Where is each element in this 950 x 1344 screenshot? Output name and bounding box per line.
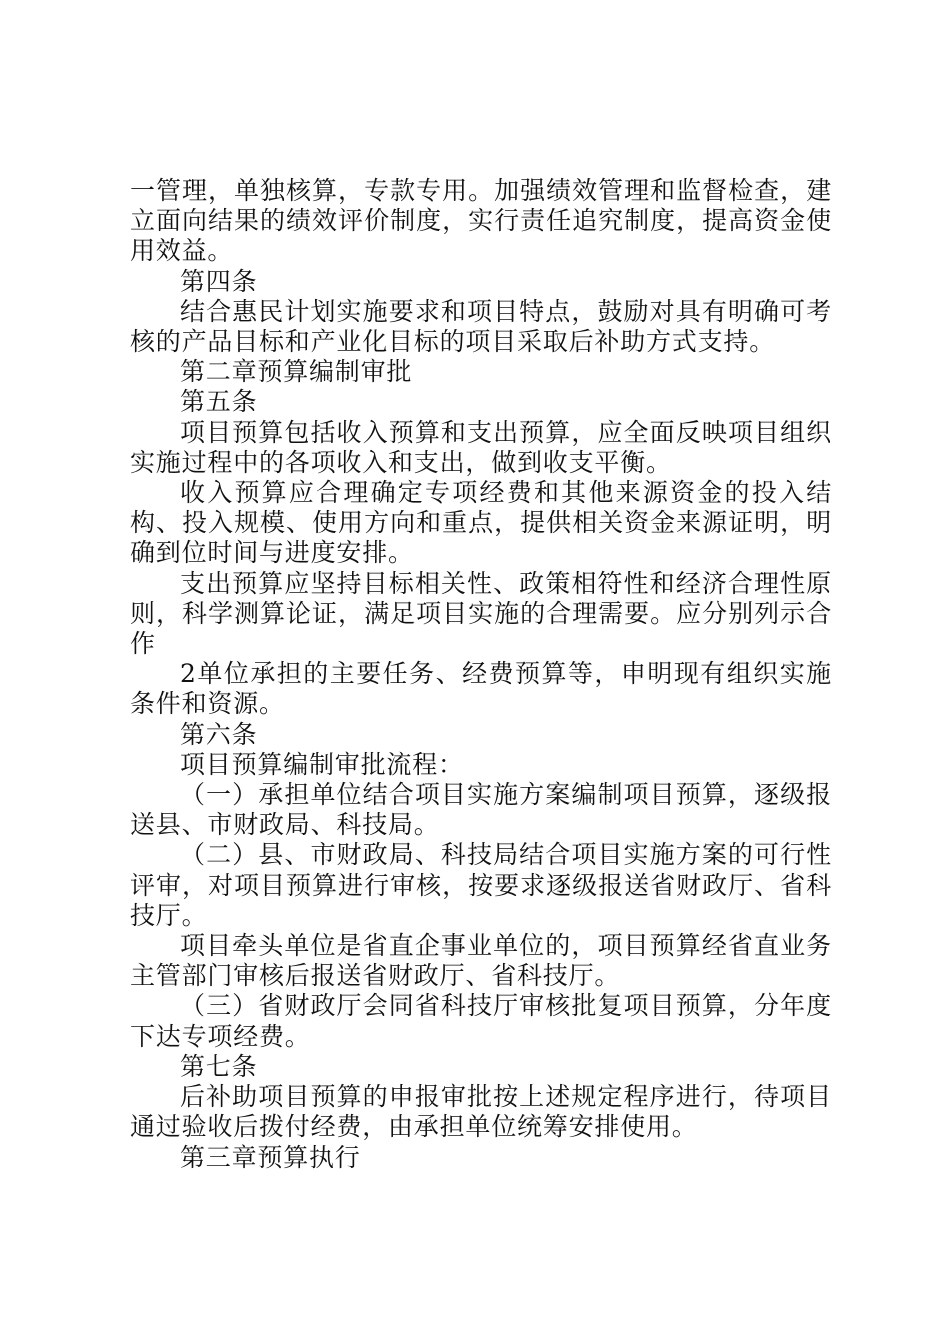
list-item: （二）县、市财政局、科技局结合项目实施方案的可行性评审，对项目预算进行审核，按要求逐级报送省财政厅、省科技厅。 bbox=[130, 840, 832, 930]
document-body bbox=[130, 176, 832, 1173]
paragraph: 项目预算包括收入预算和支出预算，应全面反映项目组织实施过程中的各项收入和支出，做到收支平衡。 bbox=[130, 417, 832, 477]
article-heading-6: 第六条 bbox=[180, 719, 258, 749]
paragraph: 收入预算应合理确定专项经费和其他来源资金的投入结构、投入规模、使用方向和重点，提供相关资金来源证明，明确到位时间与进度安排。 bbox=[130, 478, 832, 568]
article-heading-4: 第四条 bbox=[180, 266, 258, 296]
chapter-heading-2: 第二章预算编制审批 bbox=[180, 357, 413, 387]
paragraph: 项目预算编制审批流程： bbox=[180, 749, 464, 779]
chapter-heading-3: 第三章预算执行 bbox=[180, 1142, 361, 1172]
paragraph: 后补助项目预算的申报审批按上述规定程序进行，待项目通过验收后拨付经费，由承担单位统筹安排使用。 bbox=[130, 1082, 832, 1142]
paragraph: 结合惠民计划实施要求和项目特点，鼓励对具有明确可考核的产品目标和产业化目标的项目采取后补助方式支持。 bbox=[130, 296, 832, 357]
paragraph: 项目牵头单位是省直企事业单位的，项目预算经省直业务主管部门审核后报送省财政厅、省科技厅。 bbox=[130, 931, 832, 991]
paragraph: 2单位承担的主要任务、经费预算等，申明现有组织实施条件和资源。 bbox=[130, 659, 832, 719]
list-item: （三）省财政厅会同省科技厅审核批复项目预算，分年度下达专项经费。 bbox=[130, 991, 832, 1051]
paragraph-continuation: 一管理，单独核算，专款专用。加强绩效管理和监督检查，建立面向结果的绩效评价制度，实行责任追究制度，提高资金使用效益。 bbox=[130, 176, 832, 266]
paragraph: 支出预算应坚持目标相关性、政策相符性和经济合理性原则，科学测算论证，满足项目实施的合理需要。应分别列示合作 bbox=[130, 568, 832, 659]
article-heading-7: 第七条 bbox=[180, 1051, 258, 1081]
article-heading-5: 第五条 bbox=[180, 387, 258, 417]
list-item: （一）承担单位结合项目实施方案编制项目预算，逐级报送县、市财政局、科技局。 bbox=[130, 780, 832, 840]
